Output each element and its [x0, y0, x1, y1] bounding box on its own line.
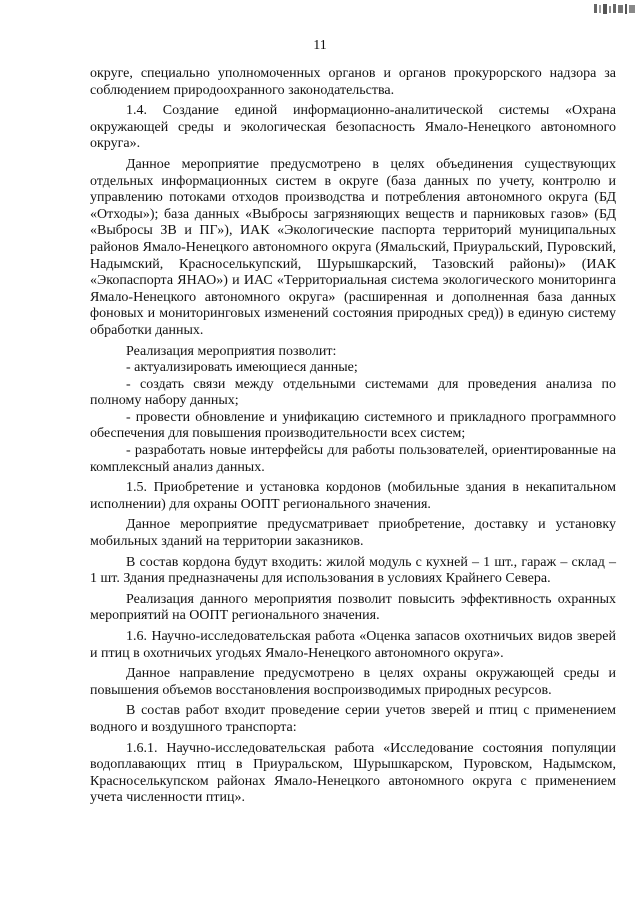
list-item-update-software: - провести обновление и унификацию системного и прикладного программного обеспечения для повышения производительности всех систем; — [90, 409, 616, 442]
paragraph-continuation: округе, специально уполномоченных органов и органов прокурорского надзора за соблюдением природоохранного законодательства. — [90, 66, 616, 98]
paragraph-1-5-result: Реализация данного мероприятия позволит повысить эффективность охранных мероприятий на ООПТ регионального значения. — [90, 591, 616, 624]
paragraph-1-4-description: Данное мероприятие предусмотрено в целях объединения существующих отдельных информационных систем в округе (база данных по учету, контролю и управлению потоками отходов производства и потребления автономного округа (БД «Отходы»); база данных «Выбросы загрязняющих веществ и парниковых газов» (БД «Выбросы ЗВ и ПГ»), ИАК «Экологические паспорта территорий муниципальных районов Ямало-Ненецкого автономного округа (Ямальский, Приуральский, Пуровский, Надымский, Красноселькупский, Шурышкарский, Тазовский районы)» (ИАК «Экопаспорта ЯНАО») и ИАС «Территориальная система экологического мониторинга Ямало-Ненецкого автономного округа» (расширенная и дополненная база данных фоновых и мониторинговых изменений состояния природных сред)) в единую систему обработки данных. — [90, 156, 616, 338]
section-heading-1-6: 1.6. Научно-исследовательская работа «Оценка запасов охотничьих видов зверей и птиц в охотничьих угодьях Ямало-Ненецкого автономного округа». — [90, 629, 616, 661]
paragraph-1-5-description: Данное мероприятие предусматривает приобретение, доставку и установку мобильных зданий на территории заказников. — [90, 517, 616, 550]
page-number: 11 — [313, 38, 327, 53]
section-heading-1-5: 1.5. Приобретение и установка кордонов (мобильные здания в некапитальном исполнении) для охраны ООПТ регионального значения. — [90, 480, 616, 512]
section-heading-1-4: 1.4. Создание единой информационно-аналитической системы «Охрана окружающей среды и экологическая безопасность Ямало-Ненецкого автономного округа». — [90, 103, 616, 152]
list-item-actualize: - актуализировать имеющиеся данные; — [126, 360, 358, 376]
document-body — [90, 66, 616, 811]
section-heading-1-6-1: 1.6.1. Научно-исследовательская работа «Исследование состояния популяции водоплавающих птиц в Приуральском, Шурышкарском, Пуровском, Надымском, Красноселькупском районах Ямало-Ненецкого автономного округа с применением учета численности птиц». — [90, 740, 616, 806]
scan-corner-mark-icon — [593, 2, 637, 18]
list-item-links: - создать связи между отдельными системами для проведения анализа по полному набору данных; — [90, 376, 616, 409]
paragraph-1-6-description: Данное направление предусмотрено в целях охраны окружающей среды и повышения объемов восстановления воспроизводимых природных ресурсов. — [90, 666, 616, 698]
paragraph-1-6-works: В состав работ входит проведение серии учетов зверей и птиц с применением водного и воздушного транспорта: — [90, 703, 616, 735]
paragraph-cordon-composition: В состав кордона будут входить: жилой модуль с кухней – 1 шт., гараж – склад – 1 шт. Здания предназначены для использования в условиях Крайнего Севера. — [90, 554, 616, 587]
list-item-interfaces: - разработать новые интерфейсы для работы пользователей, ориентированные на комплексный анализ данных. — [90, 443, 616, 475]
paragraph-implementation-intro: Реализация мероприятия позволит: — [126, 343, 337, 359]
